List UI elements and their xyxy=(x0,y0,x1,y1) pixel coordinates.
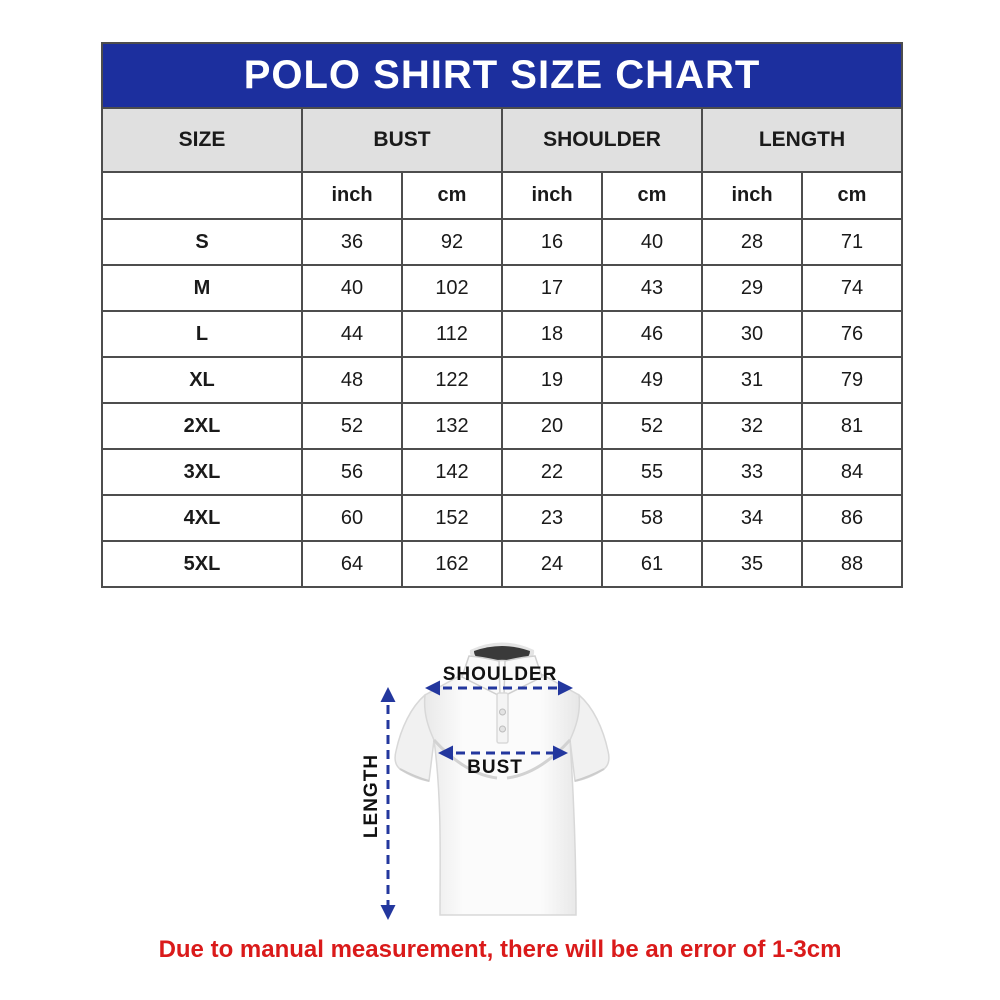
size-label: 3XL xyxy=(102,449,302,495)
bust-cm-value: 92 xyxy=(402,219,502,265)
shoulder-inch-value: 22 xyxy=(502,449,602,495)
length-cm-value: 84 xyxy=(802,449,902,495)
table-row-2xl xyxy=(102,403,902,449)
bust-inch-value: 40 xyxy=(302,265,402,311)
length-inch-value: 33 xyxy=(702,449,802,495)
bust-cm-value: 102 xyxy=(402,265,502,311)
shoulder-inch-value: 23 xyxy=(502,495,602,541)
unit-header-row xyxy=(102,172,902,219)
table-row-s xyxy=(102,219,902,265)
bust-cm-value: 142 xyxy=(402,449,502,495)
col-header-length: LENGTH xyxy=(702,108,902,172)
shoulder-inch-value: 18 xyxy=(502,311,602,357)
shoulder-cm-value: 40 xyxy=(602,219,702,265)
length-inch-value: 31 xyxy=(702,357,802,403)
unit-bust-inch: inch xyxy=(302,172,402,219)
table-row-l xyxy=(102,311,902,357)
length-label: LENGTH xyxy=(361,753,382,839)
shoulder-label: SHOULDER xyxy=(442,664,558,685)
table-row-4xl xyxy=(102,495,902,541)
bust-cm-value: 162 xyxy=(402,541,502,587)
bust-label: BUST xyxy=(467,757,523,778)
table-row-m xyxy=(102,265,902,311)
size-chart-table xyxy=(101,42,903,588)
unit-bust-cm: cm xyxy=(402,172,502,219)
bust-cm-value: 112 xyxy=(402,311,502,357)
size-label: S xyxy=(102,219,302,265)
col-header-bust: BUST xyxy=(302,108,502,172)
size-label: M xyxy=(102,265,302,311)
length-inch-value: 32 xyxy=(702,403,802,449)
size-label: 5XL xyxy=(102,541,302,587)
bust-inch-value: 36 xyxy=(302,219,402,265)
unit-shoulder-inch: inch xyxy=(502,172,602,219)
size-label: 2XL xyxy=(102,403,302,449)
unit-length-inch: inch xyxy=(702,172,802,219)
size-label: 4XL xyxy=(102,495,302,541)
length-cm-value: 81 xyxy=(802,403,902,449)
col-header-shoulder: SHOULDER xyxy=(502,108,702,172)
col-header-size: SIZE xyxy=(102,108,302,172)
bust-cm-value: 132 xyxy=(402,403,502,449)
length-cm-value: 88 xyxy=(802,541,902,587)
shoulder-cm-value: 49 xyxy=(602,357,702,403)
length-cm-value: 79 xyxy=(802,357,902,403)
length-inch-value: 30 xyxy=(702,311,802,357)
bust-inch-value: 48 xyxy=(302,357,402,403)
table-row-3xl xyxy=(102,449,902,495)
button xyxy=(500,709,506,715)
table-row-xl xyxy=(102,357,902,403)
length-inch-value: 34 xyxy=(702,495,802,541)
length-inch-value: 29 xyxy=(702,265,802,311)
shoulder-inch-value: 20 xyxy=(502,403,602,449)
bust-inch-value: 60 xyxy=(302,495,402,541)
column-header-row xyxy=(102,108,902,172)
shoulder-cm-value: 46 xyxy=(602,311,702,357)
shoulder-cm-value: 43 xyxy=(602,265,702,311)
button xyxy=(500,726,506,732)
shoulder-cm-value: 52 xyxy=(602,403,702,449)
shoulder-inch-value: 24 xyxy=(502,541,602,587)
shoulder-cm-value: 55 xyxy=(602,449,702,495)
bust-inch-value: 56 xyxy=(302,449,402,495)
shoulder-inch-value: 16 xyxy=(502,219,602,265)
bust-inch-value: 44 xyxy=(302,311,402,357)
bust-cm-value: 152 xyxy=(402,495,502,541)
shoulder-cm-value: 61 xyxy=(602,541,702,587)
length-cm-value: 86 xyxy=(802,495,902,541)
size-label: XL xyxy=(102,357,302,403)
unit-empty-cell xyxy=(102,172,302,219)
bust-cm-value: 122 xyxy=(402,357,502,403)
unit-shoulder-cm: cm xyxy=(602,172,702,219)
length-inch-value: 35 xyxy=(702,541,802,587)
page-title: POLO SHIRT SIZE CHART xyxy=(102,43,902,108)
size-label: L xyxy=(102,311,302,357)
shoulder-cm-value: 58 xyxy=(602,495,702,541)
bust-inch-value: 64 xyxy=(302,541,402,587)
shoulder-inch-value: 19 xyxy=(502,357,602,403)
unit-length-cm: cm xyxy=(802,172,902,219)
placket xyxy=(497,693,508,743)
table-row-5xl xyxy=(102,541,902,587)
banner-row xyxy=(102,43,902,108)
length-cm-value: 71 xyxy=(802,219,902,265)
length-cm-value: 76 xyxy=(802,311,902,357)
length-inch-value: 28 xyxy=(702,219,802,265)
length-cm-value: 74 xyxy=(802,265,902,311)
bust-inch-value: 52 xyxy=(302,403,402,449)
shoulder-inch-value: 17 xyxy=(502,265,602,311)
measurement-error-note: Due to manual measurement, there will be an error of 1-3cm xyxy=(158,936,842,963)
